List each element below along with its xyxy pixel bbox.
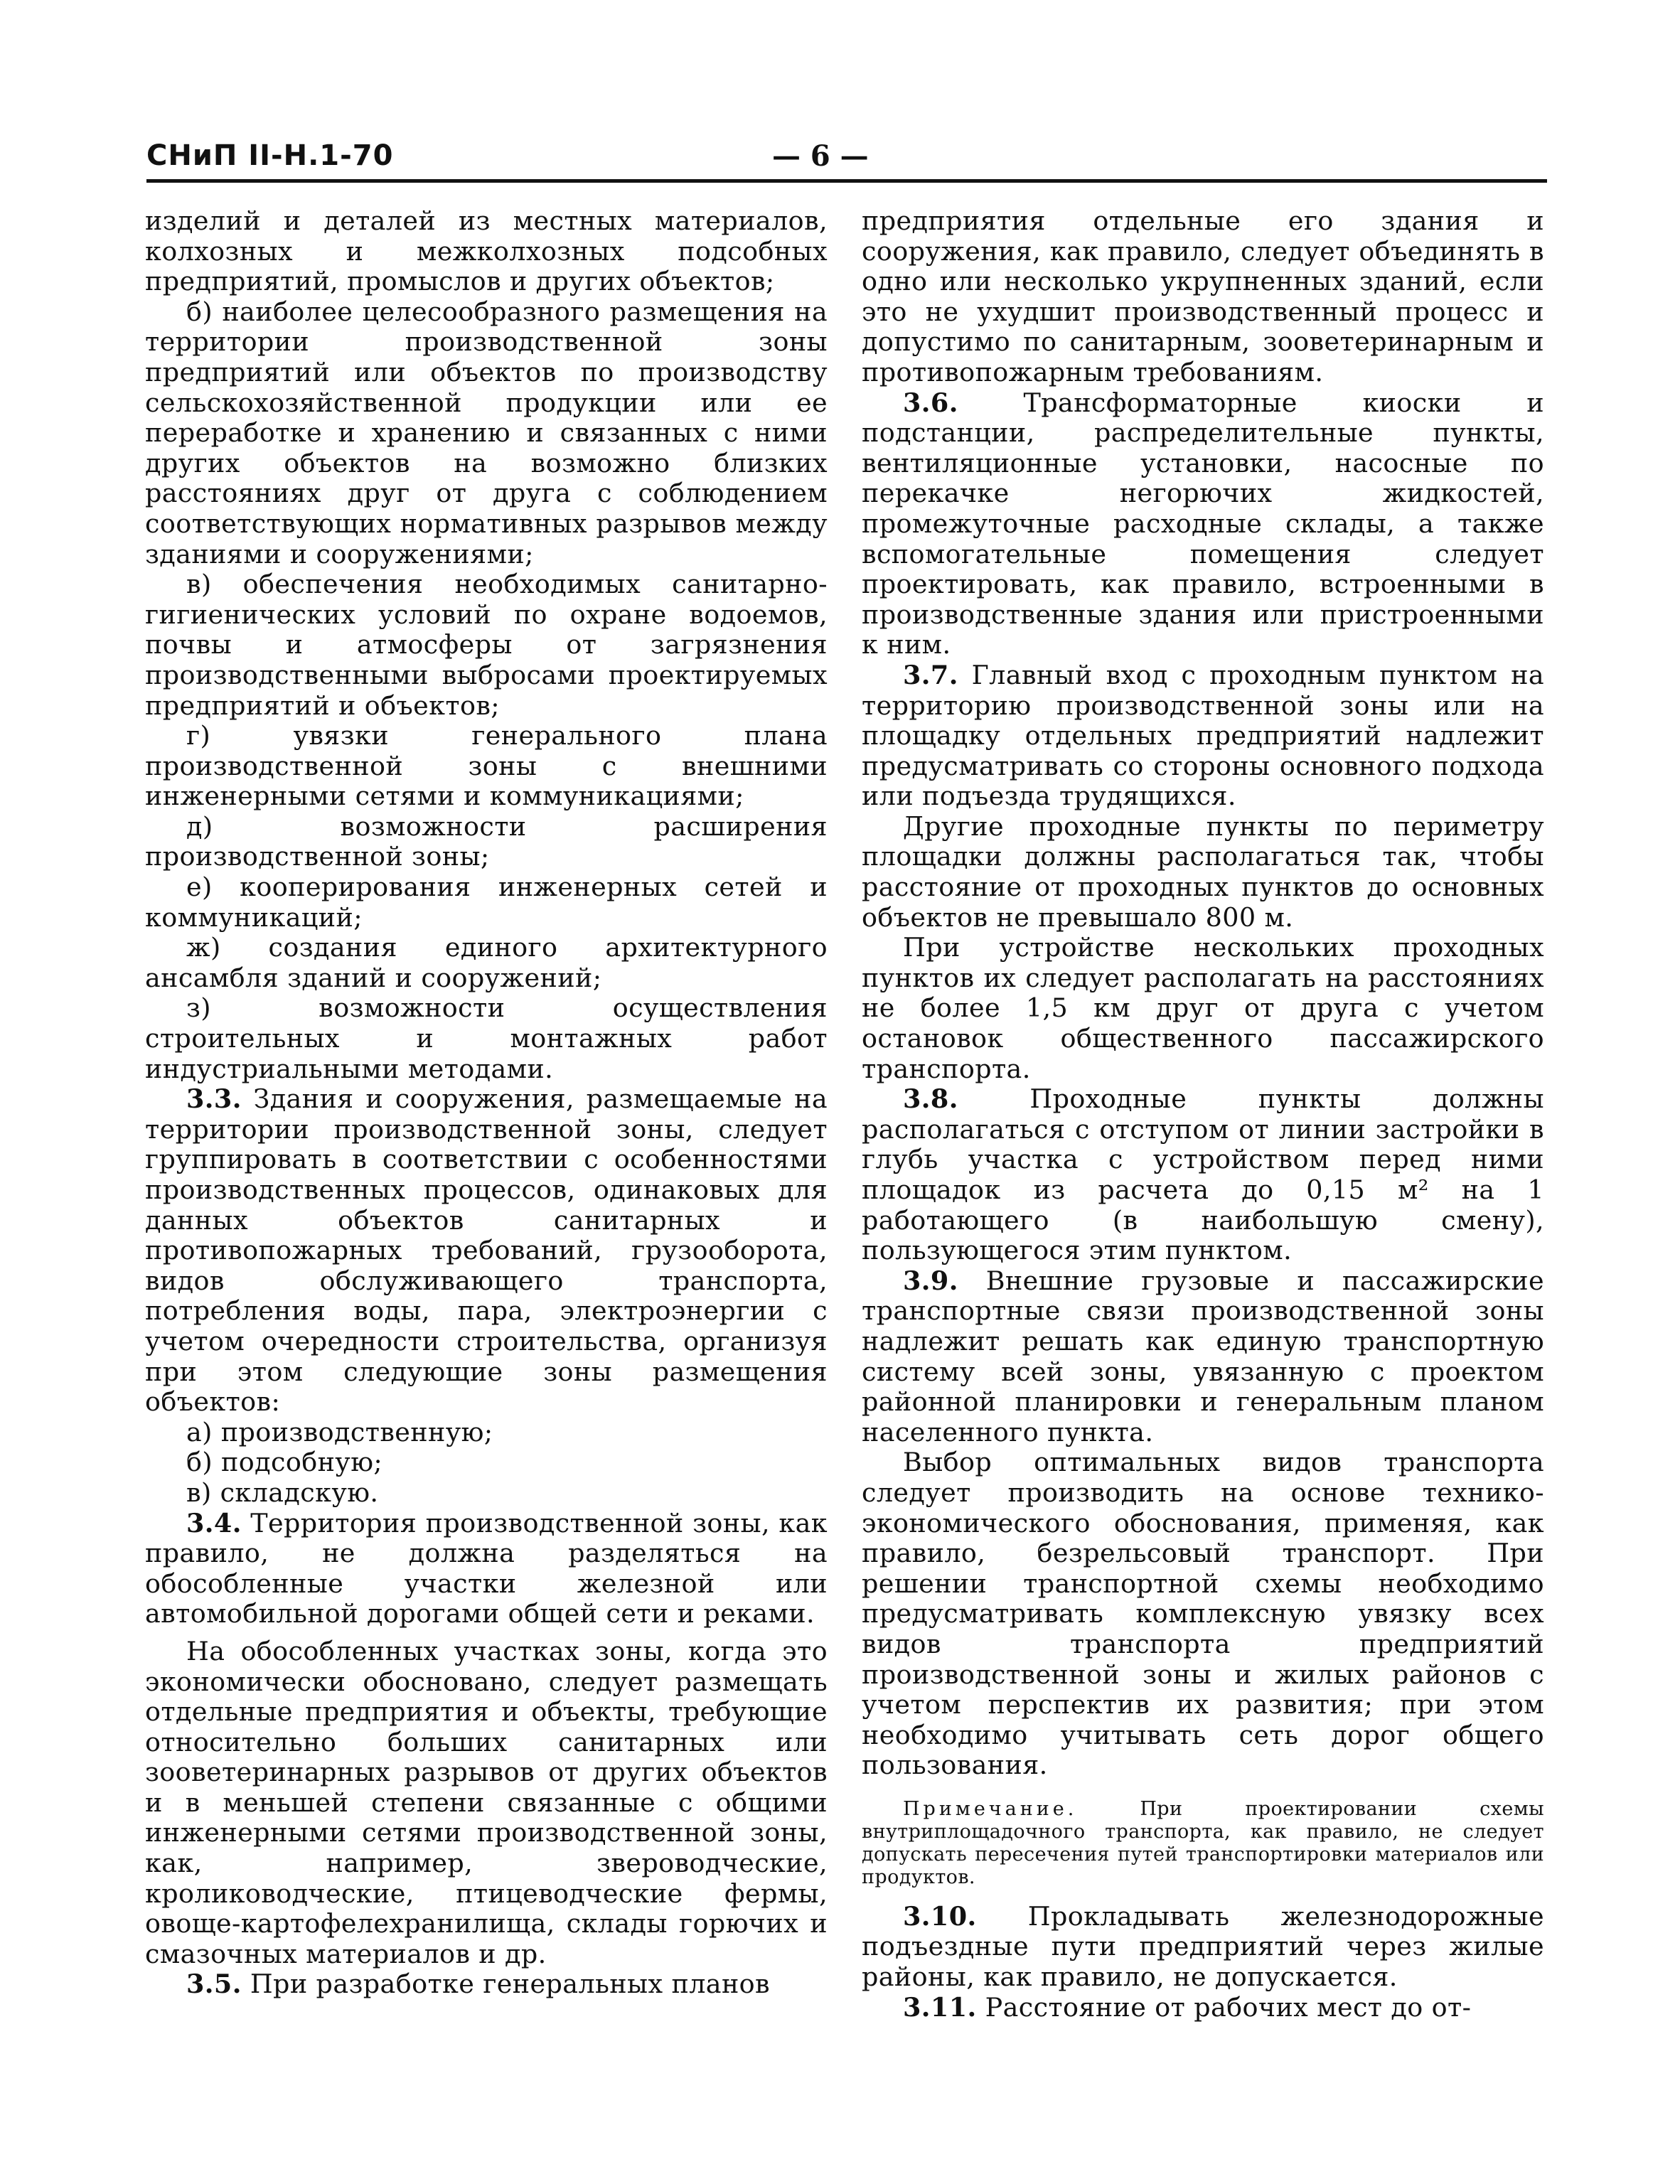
page-header — [146, 139, 1547, 183]
paragraph: Другие проходные пункты по периметру площадки должны располагаться так, чтобы расстояние от проходных пунктов до основных объектов не превышало 800 м. — [862, 810, 1544, 933]
note — [862, 1798, 1544, 1889]
paragraph: Выбор оптимальных видов транспорта следует производить на основе технико-экономического обоснования, применяя, как правило, безрельсовый транспорт. При решении транспортной схемы необходимо предусматривать комплексную увязку всех видов транспорта предприятий производственной зоны и жилых районов с учетом перспектив их развития; при этом необходимо учитывать сеть дорог общего пользования. — [862, 1447, 1544, 1781]
paragraph: При устройстве нескольких проходных пунктов их следует располагать на расстояниях не более 1,5 км друг от друга с учетом остановок общественного пассажирского транспорта. — [862, 932, 1544, 1084]
note-label: Примечание. — [903, 1797, 1078, 1820]
clause-number: 3.8. — [903, 1083, 958, 1115]
list-item: е) кооперирования инженерных сетей и коммуникаций; — [145, 872, 828, 933]
list-item: б) наиболее целесообразного размещения на территории производственной зоны предприятий или объектов по производству сельскохозяйственной продукции или ее переработке и хранению и связанных с ними других объектов на возможно близких расстояниях друг от друга с соблюдением соответствующих нормативных разрывов между зданиями и сооружениями; — [145, 296, 828, 569]
list-item: в) складскую. — [186, 1477, 379, 1508]
list-item: ж) создания единого архитектурного ансамбля зданий и сооружений; — [145, 932, 828, 993]
clause-3-7 — [862, 660, 1544, 812]
list-item: д) возможности расширения производственной зоны; — [145, 810, 828, 872]
paragraph: На обособленных участках зоны, когда это экономически обосновано, следует размещать отдельные предприятия и объекты, требующие относительно больших санитарных или зооветеринарных разрывов от других объектов и в меньшей степени связанные с общими инженерными сетями производственной зоны, как, например, звероводческие, кролиководческие, птицеводческие фермы, овоще-картофелехранилища, склады горючих и смазочных материалов и др. — [145, 1635, 828, 1969]
paragraph: изделий и деталей из местных материалов, колхозных и межколхозных подсобных предприятий, промыслов и других объектов; — [145, 205, 828, 297]
clause-text: Расстояние от рабочих мест до от- — [985, 1991, 1472, 2023]
clause-number: 3.5. — [186, 1969, 242, 2000]
clause-3-10 — [862, 1902, 1544, 1993]
clause-3-11 — [862, 1993, 1544, 2023]
clause-text: Здания и сооружения, размещаемые на территории производственной зоны, следует группировать в соответствии с особенностями производственных процессов, одинаковых для данных объектов санитарных и противопожарных требований, грузооборота, видов обслуживающего транспорта, потребления воды, пара, электроэнергии с учетом очередности строительства, организуя при этом следующие зоны размещения объектов: — [145, 1083, 828, 1418]
clause-text: Территория производственной зоны, как правило, не должна разделяться на обособленные участки железной или автомобильной дорогами общей сети и реками. — [145, 1507, 828, 1629]
paragraph: предприятия отдельные его здания и сооружения, как правило, следует объединять в одно или несколько укрупненных зданий, если это не ухудшит производственный процесс и допустимо по санитарным, зооветеринарным и противопожарным требованиям. — [862, 205, 1544, 387]
note-text: При проектировании схемы внутриплощадочного транспорта, как правило, не следует допускать пересечения путей транспортировки материалов или продуктов. — [862, 1797, 1544, 1888]
list-item: а) производственную; — [186, 1416, 493, 1447]
clause-text: Проходные пункты должны располагаться с отступом от линии застройки в глубь участка с устройством перед ними площадок из расчета до 0,15 м² на 1 работающего (в наибольшую смену), пользующегося этим пунктом. — [862, 1083, 1544, 1266]
list-item: з) возможности осуществления строительных и монтажных работ индустриальными методами. — [145, 992, 828, 1084]
clause-3-5 — [145, 1969, 828, 2000]
clause-number: 3.4. — [186, 1507, 242, 1538]
list-item: в) обеспечения необходимых санитарно-гигиенических условий по охране водоемов, почвы и атмосферы от загрязнения производственными выбросами проектируемых предприятий и объектов; — [145, 569, 828, 721]
clause-number: 3.10. — [903, 1900, 977, 1932]
clause-text: Главный вход с проходным пунктом на территорию производственной зоны или на площадку отдельных предприятий надлежит предусматривать со стороны основного подхода или подъезда трудящихся. — [862, 659, 1544, 812]
clause-text: Прокладывать железнодорожные подъездные пути предприятий через жилые районы, как правило, не допускается. — [862, 1900, 1544, 1993]
clause-3-8 — [862, 1084, 1544, 1266]
clause-number: 3.9. — [903, 1265, 958, 1296]
clause-text: Внешние грузовые и пассажирские транспортные связи производственной зоны надлежит решать как единую транспортную систему всей зоны, увязанную с проектом районной планировки и генеральным планом населенного пункта. — [862, 1265, 1544, 1447]
document-code: СНиП II-Н.1-70 — [146, 139, 394, 172]
list-item: г) увязки генерального плана производственной зоны с внешними инженерными сетями и коммуникациями; — [145, 720, 828, 812]
clause-3-4 — [145, 1509, 828, 1629]
page-number: — 6 — — [772, 139, 869, 173]
clause-number: 3.3. — [186, 1083, 242, 1115]
clause-3-3 — [145, 1084, 828, 1418]
clause-number: 3.11. — [903, 1991, 977, 2023]
clause-text: При разработке генеральных планов — [250, 1969, 770, 2000]
clause-3-9 — [862, 1266, 1544, 1448]
clause-3-6 — [862, 388, 1544, 660]
left-column — [145, 206, 828, 2000]
clause-number: 3.7. — [903, 659, 958, 690]
clause-text: Трансформаторные киоски и подстанции, распределительные пункты, вентиляционные установки, насосные по перекачке негорючих жидкостей, промежуточные расходные склады, а также вспомогательные помещения следует проектировать, как правило, встроенными в производственные здания или пристроенными к ним. — [862, 387, 1544, 660]
list-item: б) подсобную; — [186, 1447, 383, 1478]
clause-number: 3.6. — [903, 387, 958, 418]
right-column — [862, 206, 1544, 2023]
